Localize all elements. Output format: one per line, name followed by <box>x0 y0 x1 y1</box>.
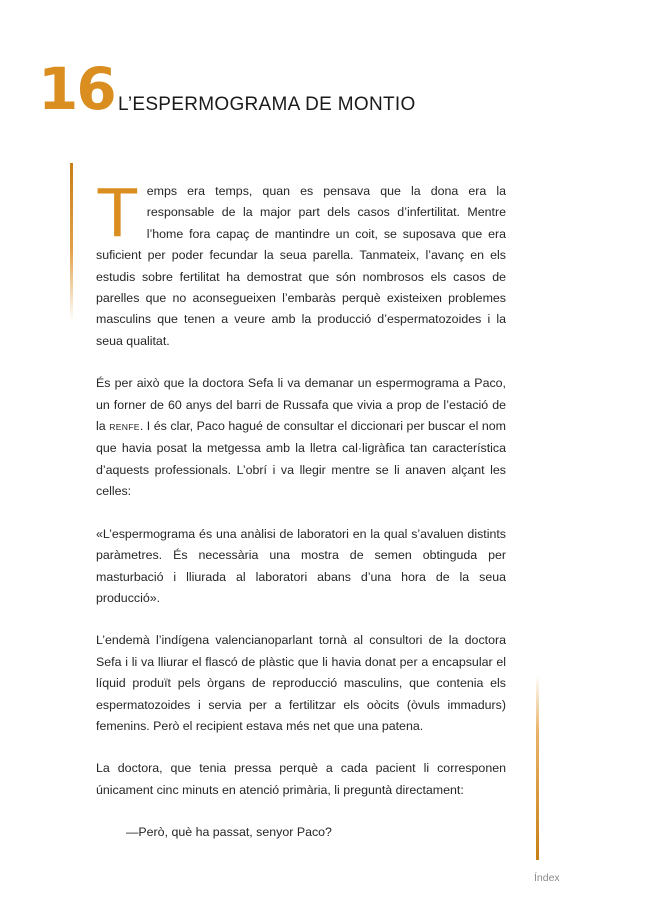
decorative-bar-left <box>70 163 73 321</box>
paragraph-4: L’endemà l’indígena valencianoparlant tornà al consultori de la doctora Sefa i li va lliurar el flascó de plàstic que li havia donat per a encapsular el líquid produït pels òrgans de reproducció masculins, que contenia els espermatozoides i servia per a fertilitzar els oòcits (òvuls immadurs) femenins. Però el recipient estava més net que una patena. <box>96 633 506 733</box>
paragraph-1 <box>96 173 506 352</box>
chapter-number: 16 <box>38 55 115 123</box>
dialogue-line: —Però, què ha passat, senyor Paco? <box>126 825 332 840</box>
index-link[interactable]: Índex <box>534 872 560 884</box>
paragraph-2 <box>96 373 506 502</box>
paragraph-1-text: emps era temps, quan es pensava que la dona era la responsable de la major part dels casos d’infertilitat. Mentre l’home fora capaç de mantindre un coit, se suposava que era suficient per poder fecundar la seua parella. Tanmateix, l’avanç en els estudis sobre fertilitat ha demostrat que són nombrosos els casos de parelles que no aconsegueixen l’embaràs perquè existeixen problemes masculins que tenen a veure amb la producció d’espermatozoides i la seua qualitat. <box>96 184 506 348</box>
chapter-title: L’ESPERMOGRAMA DE MONTIO <box>118 94 416 115</box>
renfe-smallcaps: RENFE <box>109 422 140 433</box>
decorative-bar-right <box>536 675 539 860</box>
paragraph-2-text-a: És per això que la doctora Sefa li va demanar un espermograma a Paco, un forner de 60 anys del barri de Russafa que vivia a prop de l’estació de la <box>96 376 506 434</box>
paragraph-3-quote: «L’espermograma és una anàlisi de laboratori en la qual s’avaluen distints paràmetres. És necessària una mostra de semen obtinguda per masturbació i lliurada al laboratori abans d’una hora de la seua producció». <box>96 526 506 605</box>
drop-cap: T <box>96 173 139 251</box>
chapter-body <box>96 173 506 865</box>
paragraph-2-text-b: . I és clar, Paco hagué de consultar el diccionari per buscar el nom que havia posat la metgessa amb la lletra cal·ligràfica tan característica d’aquests professionals. L’obrí i va llegir mentre se li anaven alçant les celles: <box>96 419 506 499</box>
paragraph-5: La doctora, que tenia pressa perquè a cada pacient li corresponen únicament cinc minuts en atenció primària, li preguntà directament: <box>96 761 506 797</box>
